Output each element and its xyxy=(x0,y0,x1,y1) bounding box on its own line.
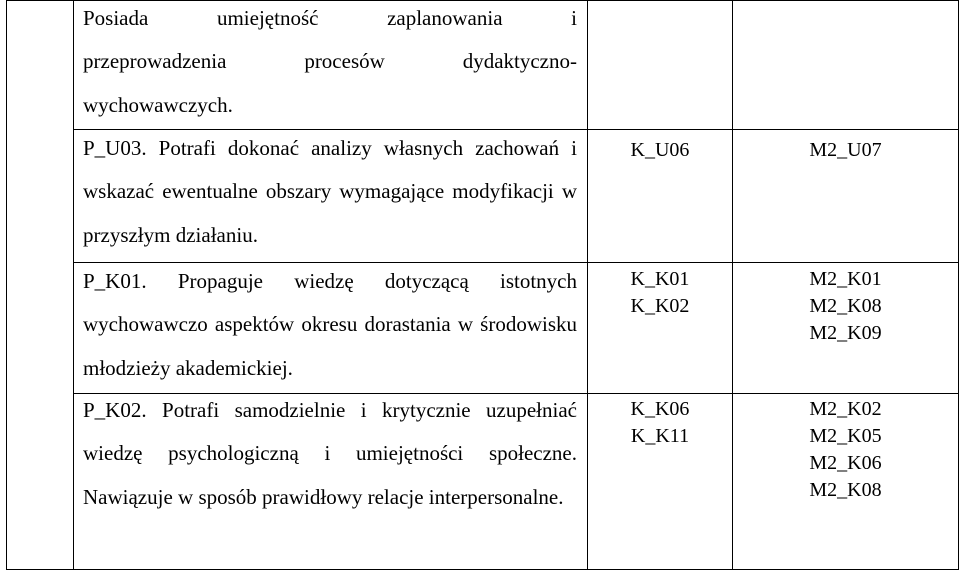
outcome-code: P_K01. xyxy=(83,269,147,293)
area-code: M2_K05 xyxy=(809,425,882,447)
outcome-description-cell xyxy=(74,263,588,394)
area-code: M2_U07 xyxy=(809,139,882,161)
area-code: M2_K02 xyxy=(809,398,882,420)
direction-codes-cell xyxy=(588,1,733,130)
outcome-text: Potrafi samodzielnie i krytycznie uzupełniać wiedzę psychologiczną i umiejętności społeczne. Nawiązuje w sposób prawidłowy relacje interpersonalne. xyxy=(83,398,577,509)
outcome-description: Posiada umiejętność zaplanowania i przeprowadzenia procesów dydaktyczno- wychowawczych. xyxy=(83,6,577,117)
outcome-description-cell xyxy=(74,394,588,570)
direction-code: K_U06 xyxy=(630,139,690,161)
direction-codes-cell xyxy=(588,394,733,570)
area-code: M2_K09 xyxy=(809,322,882,344)
outcome-description xyxy=(83,389,577,519)
area-code: M2_K01 xyxy=(809,268,882,290)
area-code: M2_K08 xyxy=(809,479,882,501)
area-code: M2_K06 xyxy=(809,452,882,474)
area-codes-cell xyxy=(733,130,959,263)
outcome-text: Propaguje wiedzę dotyczącą istotnych wychowawczo aspektów okresu dorastania w środowisku młodzieży akademickiej. xyxy=(83,269,578,380)
outcome-code: P_U03. xyxy=(83,136,147,160)
table-row xyxy=(7,394,959,570)
direction-code: K_K06 xyxy=(630,398,690,420)
outcome-code: P_K02. xyxy=(83,398,147,422)
direction-code: K_K02 xyxy=(630,295,690,317)
outcome-description-cell xyxy=(74,130,588,263)
leftmost-empty-cell xyxy=(7,1,74,570)
direction-codes-cell xyxy=(588,130,733,263)
table-row xyxy=(7,1,959,130)
area-codes-cell xyxy=(733,1,959,130)
area-code: M2_K08 xyxy=(809,295,882,317)
table-row xyxy=(7,130,959,263)
outcome-text: Potrafi dokonać analizy własnych zachowań i wskazać ewentualne obszary wymagające modyfikacji w przyszłym działaniu. xyxy=(83,136,577,247)
area-codes-cell xyxy=(733,394,959,570)
learning-outcomes-table xyxy=(6,0,959,570)
outcome-description xyxy=(83,127,577,257)
outcome-description xyxy=(83,260,577,390)
table-row xyxy=(7,263,959,394)
area-codes-cell xyxy=(733,263,959,394)
direction-code: K_K11 xyxy=(630,425,690,447)
direction-codes-cell xyxy=(588,263,733,394)
outcome-description-cell xyxy=(74,1,588,130)
direction-code: K_K01 xyxy=(630,268,690,290)
